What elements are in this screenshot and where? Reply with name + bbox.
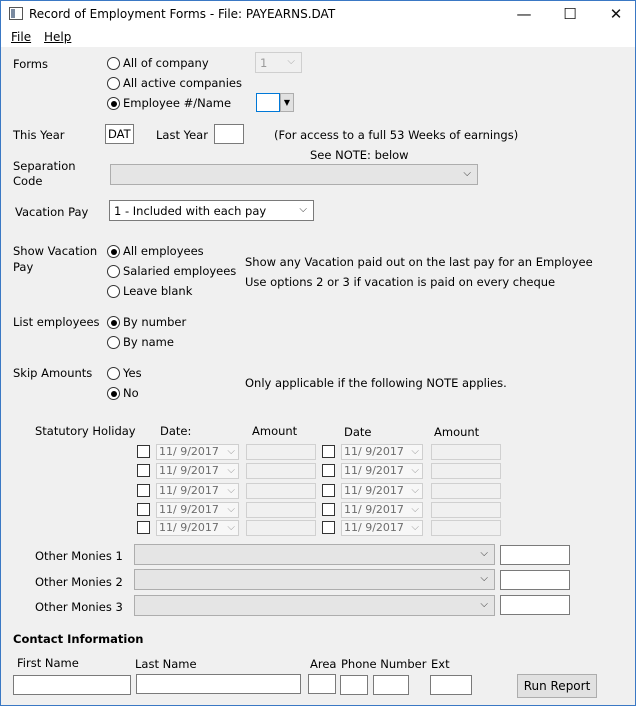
holiday-amount-left xyxy=(246,520,316,536)
other-monies-1-select[interactable] xyxy=(134,544,495,565)
maximize-button[interactable]: ☐ xyxy=(563,5,577,23)
chevron-down-icon: ⌵ xyxy=(227,485,235,496)
holiday-date-right: 11/ 9/2017 ⌵ xyxy=(341,520,423,536)
phone-label: Phone Number xyxy=(341,657,427,671)
menu-file[interactable]: File xyxy=(11,30,32,44)
holiday-checkbox-left[interactable] xyxy=(137,484,150,497)
chevron-down-icon: ⌵ xyxy=(227,465,235,476)
vacation-pay-label: Vacation Pay xyxy=(15,205,89,219)
forms-radio-employee[interactable] xyxy=(107,97,120,110)
vacation-option-salaried[interactable]: Salaried employees xyxy=(123,264,237,278)
chevron-down-icon: ⌵ xyxy=(480,573,488,584)
holiday-checkbox-right[interactable] xyxy=(322,445,335,458)
contact-heading: Contact Information xyxy=(13,632,144,646)
vacation-option-blank[interactable]: Leave blank xyxy=(123,284,193,298)
list-radio-name[interactable] xyxy=(107,336,120,349)
separation-label-2: Code xyxy=(13,174,43,188)
holiday-checkbox-left[interactable] xyxy=(137,464,150,477)
holiday-date-right: 11/ 9/2017 ⌵ xyxy=(341,444,423,460)
skip-option-no[interactable]: No xyxy=(123,386,139,400)
chevron-down-icon: ⌵ xyxy=(411,446,419,457)
last-name-input[interactable] xyxy=(136,674,301,694)
last-name-label: Last Name xyxy=(135,657,197,671)
holiday-checkbox-left[interactable] xyxy=(137,503,150,516)
holiday-amount-left xyxy=(246,463,316,479)
vacation-pay-select[interactable]: 1 - Included with each pay ⌵ xyxy=(109,200,314,221)
holiday-checkbox-right[interactable] xyxy=(322,521,335,534)
list-radio-number[interactable] xyxy=(107,316,120,329)
other-monies-3-select[interactable] xyxy=(134,595,495,616)
skip-amounts-label: Skip Amounts xyxy=(13,366,93,380)
window-title: Record of Employment Forms - File: PAYEARNS.DAT xyxy=(29,7,336,21)
holiday-date-left: 11/ 9/2017 ⌵ xyxy=(156,444,239,460)
area-input[interactable] xyxy=(308,674,336,694)
chevron-down-icon: ⌵ xyxy=(299,204,307,215)
holiday-date-header-left: Date: xyxy=(160,424,192,438)
skip-radio-yes[interactable] xyxy=(107,367,120,380)
holiday-date-left: 11/ 9/2017 ⌵ xyxy=(156,520,239,536)
holiday-label: Statutory Holiday xyxy=(35,424,136,438)
holiday-date-right: 11/ 9/2017 ⌵ xyxy=(341,502,423,518)
run-report-button[interactable]: Run Report xyxy=(517,674,597,698)
chevron-down-icon: ⌵ xyxy=(411,485,419,496)
list-employees-label: List employees xyxy=(13,315,100,329)
holiday-amount-right xyxy=(431,502,501,518)
year-note: (For access to a full 53 Weeks of earnings) xyxy=(274,128,519,142)
forms-radio-all-active[interactable] xyxy=(107,77,120,90)
phone-prefix-input[interactable] xyxy=(340,675,368,695)
list-option-name[interactable]: By name xyxy=(123,335,174,349)
skip-radio-no[interactable] xyxy=(107,387,120,400)
first-name-input[interactable] xyxy=(13,675,131,695)
holiday-amount-right xyxy=(431,463,501,479)
chevron-down-icon: ⌵ xyxy=(411,504,419,515)
holiday-amount-left xyxy=(246,444,316,460)
vacation-radio-blank[interactable] xyxy=(107,285,120,298)
vacation-info-1: Show any Vacation paid out on the last pay for an Employee xyxy=(245,255,593,269)
holiday-checkbox-left[interactable] xyxy=(137,445,150,458)
chevron-down-icon: ⌵ xyxy=(411,465,419,476)
holiday-amount-right xyxy=(431,483,501,499)
chevron-down-icon: ⌵ xyxy=(411,522,419,533)
forms-option-all-company[interactable]: All of company xyxy=(123,56,209,70)
employee-dropdown-button[interactable]: ▼ xyxy=(280,93,294,112)
chevron-down-icon: ⌵ xyxy=(480,548,488,559)
other-monies-3-amount[interactable] xyxy=(500,595,570,615)
chevron-down-icon: ⌵ xyxy=(227,446,235,457)
employee-input[interactable] xyxy=(256,93,280,112)
company-select: 1 ⌵ xyxy=(255,52,302,73)
see-note: See NOTE: below xyxy=(310,148,409,162)
app-icon xyxy=(9,7,23,20)
holiday-date-left: 11/ 9/2017 ⌵ xyxy=(156,463,239,479)
show-vacation-label-2: Pay xyxy=(13,260,34,274)
this-year-input[interactable]: DAT xyxy=(105,124,134,144)
holiday-amount-left xyxy=(246,502,316,518)
holiday-checkbox-right[interactable] xyxy=(322,464,335,477)
other-monies-1-amount[interactable] xyxy=(500,545,570,565)
menu-help[interactable]: Help xyxy=(44,30,72,44)
chevron-down-icon: ⌵ xyxy=(463,168,471,179)
show-vacation-label-1: Show Vacation xyxy=(13,244,98,258)
minimize-button[interactable]: — xyxy=(516,5,532,23)
other-monies-2-label: Other Monies 2 xyxy=(35,575,123,589)
holiday-amount-left xyxy=(246,483,316,499)
holiday-amount-header-right: Amount xyxy=(434,425,480,439)
other-monies-2-amount[interactable] xyxy=(500,570,570,590)
chevron-down-icon: ⌵ xyxy=(480,599,488,610)
separation-code-select[interactable] xyxy=(110,164,478,185)
holiday-checkbox-left[interactable] xyxy=(137,521,150,534)
area-label: Area xyxy=(310,657,337,671)
separation-label-1: Separation xyxy=(13,159,76,173)
forms-option-all-active[interactable]: All active companies xyxy=(123,76,242,90)
last-year-input[interactable] xyxy=(214,124,244,144)
skip-option-yes[interactable]: Yes xyxy=(123,366,142,380)
first-name-label: First Name xyxy=(17,656,79,670)
holiday-amount-right xyxy=(431,444,501,460)
title-bar xyxy=(1,1,635,28)
ext-input[interactable] xyxy=(430,675,472,695)
this-year-label: This Year xyxy=(13,128,65,142)
phone-number-input[interactable] xyxy=(373,675,409,695)
vacation-option-all[interactable]: All employees xyxy=(123,244,204,258)
chevron-down-icon: ⌵ xyxy=(227,522,235,533)
vacation-radio-all[interactable] xyxy=(107,245,120,258)
other-monies-2-select[interactable] xyxy=(134,569,495,590)
forms-radio-all-company[interactable] xyxy=(107,57,120,70)
holiday-amount-right xyxy=(431,520,501,536)
menu-bar xyxy=(1,28,635,47)
holiday-checkbox-right[interactable] xyxy=(322,503,335,516)
holiday-date-left: 11/ 9/2017 ⌵ xyxy=(156,483,239,499)
vacation-info-2: Use options 2 or 3 if vacation is paid on every cheque xyxy=(245,275,556,289)
holiday-date-left: 11/ 9/2017 ⌵ xyxy=(156,502,239,518)
last-year-label: Last Year xyxy=(156,128,208,142)
vacation-radio-salaried[interactable] xyxy=(107,265,120,278)
holiday-amount-header-left: Amount xyxy=(252,424,298,438)
forms-option-employee[interactable]: Employee #/Name xyxy=(123,96,232,110)
forms-label: Forms xyxy=(13,57,48,71)
holiday-date-right: 11/ 9/2017 ⌵ xyxy=(341,483,423,499)
holiday-date-header-right: Date xyxy=(344,425,372,439)
holiday-checkbox-right[interactable] xyxy=(322,484,335,497)
chevron-down-icon: ⌵ xyxy=(287,56,295,67)
other-monies-3-label: Other Monies 3 xyxy=(35,600,123,614)
chevron-down-icon: ⌵ xyxy=(227,504,235,515)
holiday-date-right: 11/ 9/2017 ⌵ xyxy=(341,463,423,479)
list-option-number[interactable]: By number xyxy=(123,315,187,329)
ext-label: Ext xyxy=(431,657,450,671)
other-monies-1-label: Other Monies 1 xyxy=(35,549,123,563)
skip-info: Only applicable if the following NOTE applies. xyxy=(245,376,507,390)
close-button[interactable]: ✕ xyxy=(609,5,623,23)
